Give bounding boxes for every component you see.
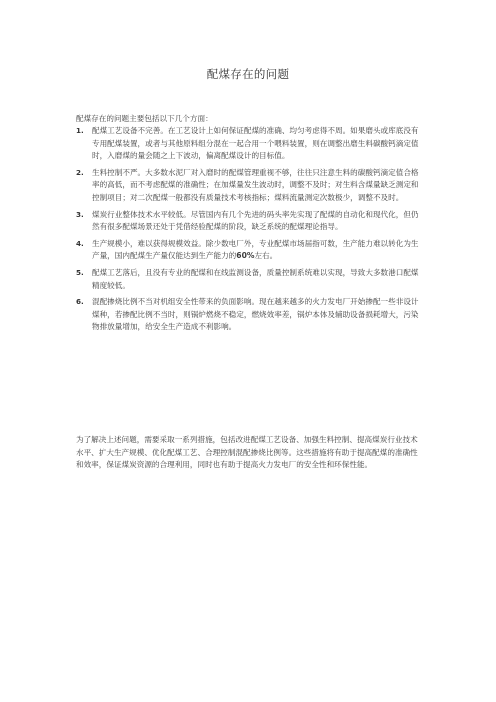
- conclusion-paragraph: 为了解决上述问题，需要采取一系列措施，包括改进配煤工艺设备、加强生料控制、提高煤炭行业技术水平、扩大生产规模、优化配煤工艺、合理控制混配掺烧比例等。这些措施将有助于提高配煤的准确性和效率，保证煤炭资源的合理利用，同时也有助于提高火力发电厂的安全性和环保性能。: [76, 435, 418, 470]
- list-item: [76, 267, 422, 292]
- issue-list: [76, 125, 422, 338]
- list-number: 6.: [76, 297, 84, 307]
- list-item-text: 煤炭行业整体技术水平较低。尽管国内有几个先进的码头率先实现了配煤的自动化和现代化，但仍然有很多配煤场景还处于凭借经验配煤的阶段，缺乏系统的配煤理论指导。: [92, 209, 419, 232]
- list-item: [76, 238, 422, 263]
- list-item-text: 配煤工艺落后，且没有专业的配煤和在线监测设备，质量控制系统难以实现，导致大多数港口配煤精度较低。: [92, 267, 419, 290]
- list-item-text: 生料控制不严。大多数水泥厂对入磨时的配煤管理重视不够，往往只注意生料的碳酸钙滴定值合格率的高低，而不考虑配煤的准确性；在加煤量发生波动时，调整不及时；对生料含煤量缺乏测定和控制项目；对二次配煤一般都没有质量技术考核指标；煤料流量测定次数极少，调整不及时。: [92, 167, 419, 202]
- document-title: 配煤存在的问题: [206, 67, 290, 81]
- list-item: [76, 296, 422, 334]
- list-number: 4.: [76, 238, 84, 248]
- list-item-text: 配煤工艺设备不完善。在工艺设计上如何保证配煤的准确、均匀考虑得不周。如果磨头或库底没有专用配煤装置，或者与其他原料组分混在一起合用一个喂料装置，则在调整出磨生料碳酸钙滴定值时，入磨煤的量会随之上下波动，偏离配煤设计的目标值。: [92, 126, 419, 161]
- list-number: 5.: [76, 267, 84, 277]
- list-item-text-tail: 左右。: [254, 251, 278, 261]
- intro-paragraph: 配煤存在的问题主要包括以下几个方面：: [76, 114, 213, 123]
- percentage-value: 60%: [236, 251, 255, 261]
- list-item-text: 生产规模小，难以获得规模效益。除少数电厂外，专业配煤市场届指可数，生产能力难以转化为生产量，国内配煤生产量仅能达到生产能力的: [92, 238, 419, 261]
- list-number: 3.: [76, 209, 84, 219]
- list-item: [76, 209, 422, 234]
- list-item: [76, 125, 422, 163]
- list-item: [76, 167, 422, 205]
- list-item-text: 混配掺烧比例不当对机组安全性带来的负面影响。现在越来越多的火力发电厂开始掺配一些非设计煤种，若掺配比例不当时，则锅炉燃烧不稳定，燃烧效率差，锅炉本体及辅助设备损耗增大，污染物排放量增加，给安全生产造成不利影响。: [92, 297, 419, 332]
- list-number: 2.: [76, 167, 84, 177]
- list-number: 1.: [76, 126, 84, 135]
